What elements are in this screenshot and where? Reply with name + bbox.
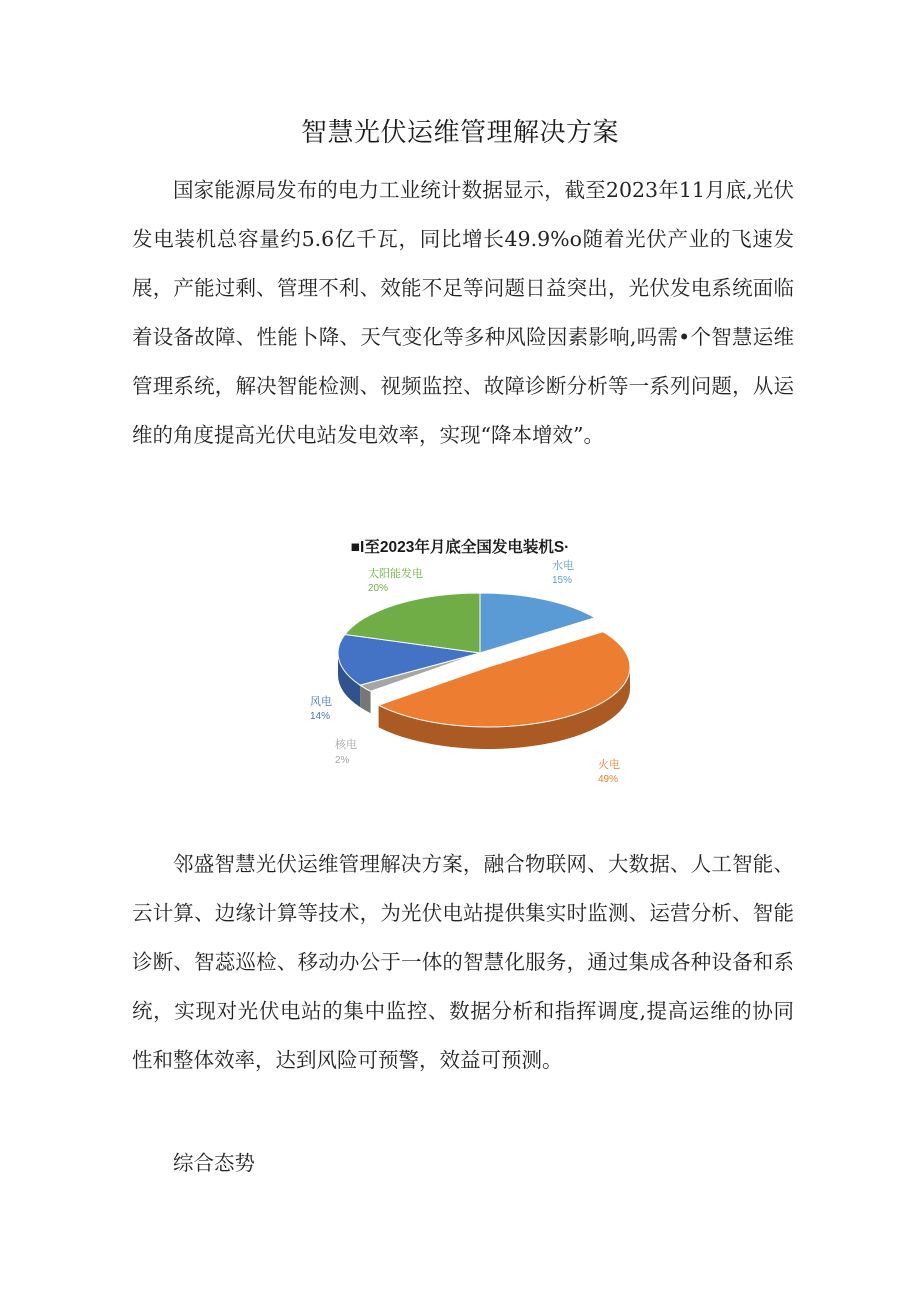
capacity-pie-chart [280, 525, 640, 805]
slice-name-label: 太阳能发电 [368, 568, 423, 580]
solution-paragraph: 邻盛智慧光伏运维管理解决方案，融合物联网、大数据、人工智能、云计算、边缘计算等技术，为光伏电站提供集实时监测、运营分析、智能诊断、智蕊巡检、移动办公于一体的智慧化服务，通过集成各种设备和系统，实现对光伏电站的集中监控、数据分析和指挥调度,提高运维的协同性和整体效率，达到风险可预警，效益可预测。 [132, 852, 794, 1072]
slice-name-label: 火电 [598, 759, 620, 771]
slice-percent-label: 14% [310, 711, 331, 722]
chart-title: ■I至2023年月底全国发电装机S· [350, 539, 570, 556]
intro-paragraph: 国家能源局发布的电力工业统计数据显示，截至2023年11月底,光伏发电装机总容量约5.6亿千瓦，同比增长49.9%o随着光伏产业的飞速发展，产能过剩、管理不利、效能不足等问题日益突出，光伏发电系统面临着设备故障、性能卜降、天气变化等多种风险因素影响,吗需•个智慧运维管理系统，解决智能检测、视频监控、故障诊断分析等一系列问题，从运维的角度提高光伏电站发电效率，实现“降本增效”。 [132, 178, 794, 447]
slice-name-label: 核电 [335, 739, 357, 751]
pie-top-layer [338, 593, 630, 727]
slice-percent-label: 49% [598, 774, 619, 785]
slice-name-label: 风电 [310, 696, 332, 708]
slice-percent-label: 20% [368, 583, 389, 594]
slice-name-label: 水电 [552, 560, 574, 572]
section-heading: 综合态势 [173, 1151, 255, 1175]
slice-percent-label: 15% [552, 575, 573, 586]
pie-chart-svg [280, 525, 640, 805]
slice-percent-label: 2% [335, 755, 350, 766]
document-title: 智慧光伏运维管理解决方案 [300, 118, 619, 148]
